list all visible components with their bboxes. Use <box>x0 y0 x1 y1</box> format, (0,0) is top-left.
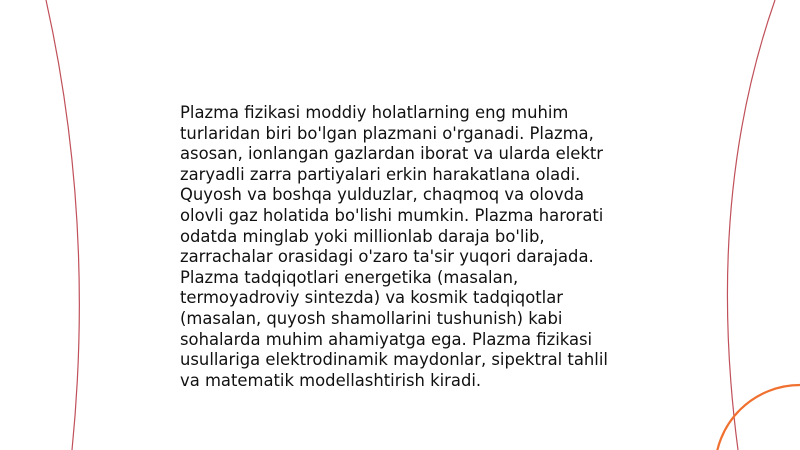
paragraph-line: usullariga elektrodinamik maydonlar, sipektral tahlil <box>180 350 608 370</box>
body-paragraph <box>180 103 620 391</box>
left-arc <box>46 0 79 450</box>
paragraph-line: (masalan, quyosh shamollarini tushunish) kabi <box>180 308 563 328</box>
paragraph-line: olovli gaz holatida bo'lishi mumkin. Plazma harorati <box>180 205 604 225</box>
paragraph-line: zaryadli zarra partiyalari erkin harakatlana oladi. <box>180 164 581 184</box>
paragraph-line: Plazma tadqiqotlari energetika (masalan, <box>180 267 519 287</box>
paragraph-line: sohalarda muhim ahamiyatga ega. Plazma fizikasi <box>180 329 593 349</box>
paragraph-line: asosan, ionlangan gazlardan iborat va ularda elektr <box>180 144 603 164</box>
paragraph-line: Quyosh va boshqa yulduzlar, chaqmoq va olovda <box>180 185 585 205</box>
paragraph-line: odatda minglab yoki millionlab daraja bo'lib, <box>180 226 545 246</box>
paragraph-line: zarrachalar orasidagi o'zaro ta'sir yuqori darajada. <box>180 247 594 267</box>
paragraph-line: Plazma fizikasi moddiy holatlarning eng muhim <box>180 103 569 122</box>
right-arc <box>727 0 775 450</box>
orange-circle-arc <box>715 385 800 450</box>
paragraph-line: termoyadroviy sintezda) va kosmik tadqiqotlar <box>180 288 564 308</box>
paragraph-line: turlaridan biri bo'lgan plazmani o'rganadi. Plazma, <box>180 123 594 143</box>
paragraph-line: va matematik modellashtirish kiradi. <box>180 370 482 390</box>
